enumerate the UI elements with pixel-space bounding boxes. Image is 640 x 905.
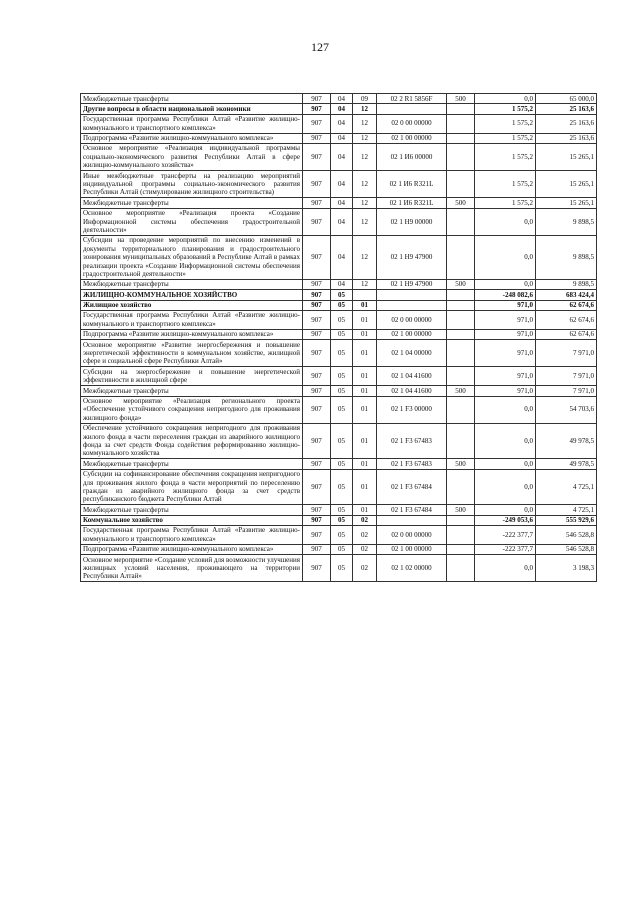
row-subsection-code: 12 — [353, 198, 377, 208]
row-target-code — [377, 290, 447, 300]
row-expense-type-code — [447, 525, 475, 544]
row-target-code: 02 1 Н9 00000 — [377, 208, 447, 235]
row-change-amount: 0,0 — [475, 396, 536, 423]
row-total-amount: 62 674,6 — [536, 329, 597, 339]
row-name: Межбюджетные трансферты — [81, 279, 303, 289]
table-row — [81, 143, 597, 170]
row-section-code: 05 — [331, 469, 353, 505]
row-change-amount: 0,0 — [475, 423, 536, 459]
row-change-amount: 0,0 — [475, 505, 536, 515]
row-expense-type-code — [447, 300, 475, 310]
row-subsection-code: 01 — [353, 459, 377, 469]
row-total-amount: 4 725,1 — [536, 469, 597, 505]
row-ministry-code: 907 — [303, 114, 331, 133]
row-target-code: 02 2 R1 5856F — [377, 94, 447, 104]
row-change-amount: -222 377,7 — [475, 525, 536, 544]
row-expense-type-code — [447, 469, 475, 505]
row-subsection-code: 01 — [353, 423, 377, 459]
row-expense-type-code — [447, 171, 475, 198]
row-total-amount: 9 898,5 — [536, 279, 597, 289]
row-target-code: 02 1 F3 67483 — [377, 423, 447, 459]
row-subsection-code — [353, 290, 377, 300]
table-row — [81, 367, 597, 386]
row-name: Жилищное хозяйство — [81, 300, 303, 310]
row-section-code: 05 — [331, 459, 353, 469]
row-ministry-code: 907 — [303, 396, 331, 423]
row-name: Основное мероприятие «Создание условий для возможности улучшения жилищных условий населения, проживающего на территории Республики Алтай» — [81, 555, 303, 582]
row-ministry-code: 907 — [303, 515, 331, 525]
row-total-amount: 65 000,0 — [536, 94, 597, 104]
row-change-amount: -248 082,6 — [475, 290, 536, 300]
row-ministry-code: 907 — [303, 279, 331, 289]
table-row — [81, 525, 597, 544]
row-section-code: 05 — [331, 367, 353, 386]
row-change-amount: 0,0 — [475, 555, 536, 582]
row-change-amount: 0,0 — [475, 279, 536, 289]
row-name: Подпрограмма «Развитие жилищно-коммунального комплекса» — [81, 329, 303, 339]
row-change-amount: 1 575,2 — [475, 171, 536, 198]
row-subsection-code: 01 — [353, 396, 377, 423]
row-total-amount: 15 265,1 — [536, 198, 597, 208]
row-name: Коммунальное хозяйство — [81, 515, 303, 525]
row-expense-type-code: 500 — [447, 505, 475, 515]
row-name: Государственная программа Республики Алтай «Развитие жилищно-коммунального и транспортного комплекса» — [81, 310, 303, 329]
row-ministry-code: 907 — [303, 133, 331, 143]
row-change-amount: 1 575,2 — [475, 198, 536, 208]
row-expense-type-code — [447, 104, 475, 114]
row-section-code: 04 — [331, 208, 353, 235]
row-section-code: 04 — [331, 114, 353, 133]
row-change-amount: 1 575,2 — [475, 114, 536, 133]
row-change-amount: 0,0 — [475, 235, 536, 279]
table-row — [81, 555, 597, 582]
row-target-code: 02 1 02 00000 — [377, 555, 447, 582]
row-expense-type-code: 500 — [447, 386, 475, 396]
row-ministry-code: 907 — [303, 208, 331, 235]
row-name: Основное мероприятие «Реализация регионального проекта «Обеспечение устойчивого сокращения непригодного для проживания жилищного фонда» — [81, 396, 303, 423]
row-expense-type-code — [447, 208, 475, 235]
row-target-code: 02 1 00 00000 — [377, 133, 447, 143]
table-row — [81, 459, 597, 469]
row-target-code: 02 1 F3 67484 — [377, 505, 447, 515]
row-name: Межбюджетные трансферты — [81, 386, 303, 396]
row-expense-type-code — [447, 235, 475, 279]
row-name: Государственная программа Республики Алтай «Развитие жилищно-коммунального и транспортного комплекса» — [81, 114, 303, 133]
table-row — [81, 198, 597, 208]
row-name: Субсидии на проведение мероприятий по внесению изменений в документы территориального планирования и градостроительного зонирования муниципальных образований в Республике Алтай в рамках реализации проекта «Создание Информационной системы обеспечения градостроительной деятельности» — [81, 235, 303, 279]
row-section-code: 04 — [331, 94, 353, 104]
row-total-amount: 9 898,5 — [536, 208, 597, 235]
row-expense-type-code — [447, 340, 475, 367]
row-expense-type-code — [447, 515, 475, 525]
row-total-amount: 683 424,4 — [536, 290, 597, 300]
row-total-amount: 49 978,5 — [536, 423, 597, 459]
row-ministry-code: 907 — [303, 544, 331, 554]
table-row — [81, 469, 597, 505]
row-expense-type-code — [447, 290, 475, 300]
row-ministry-code: 907 — [303, 525, 331, 544]
table-row — [81, 133, 597, 143]
row-section-code: 04 — [331, 133, 353, 143]
row-ministry-code: 907 — [303, 386, 331, 396]
row-target-code: 02 1 00 00000 — [377, 544, 447, 554]
row-ministry-code: 907 — [303, 555, 331, 582]
row-expense-type-code: 500 — [447, 198, 475, 208]
row-section-code: 05 — [331, 329, 353, 339]
row-ministry-code: 907 — [303, 94, 331, 104]
table-row — [81, 310, 597, 329]
row-name: Субсидии на энергосбережение и повышение энергетической эффективности в жилищной сфере — [81, 367, 303, 386]
row-total-amount: 62 674,6 — [536, 310, 597, 329]
row-name: Основное мероприятие «Развитие энергосбережения и повышение энергетической эффективности в коммунальном хозяйстве, жилищной сфере и социальной сфере Республики Алтай» — [81, 340, 303, 367]
row-ministry-code: 907 — [303, 310, 331, 329]
row-total-amount: 15 265,1 — [536, 143, 597, 170]
row-section-code: 05 — [331, 300, 353, 310]
row-expense-type-code — [447, 396, 475, 423]
row-name: Субсидии на софинансирование обеспечения сокращения непригодного для проживания жилого фонда в части мероприятий по переселению граждан из аварийного жилищного фонда за счет средств республиканского бюджета Республики Алтай — [81, 469, 303, 505]
row-section-code: 04 — [331, 104, 353, 114]
table-row — [81, 329, 597, 339]
row-section-code: 05 — [331, 423, 353, 459]
page-number: 127 — [311, 40, 329, 54]
row-section-code: 04 — [331, 279, 353, 289]
row-target-code: 02 1 04 00000 — [377, 340, 447, 367]
row-change-amount: 0,0 — [475, 469, 536, 505]
row-subsection-code: 12 — [353, 279, 377, 289]
row-change-amount: 1 575,2 — [475, 133, 536, 143]
row-total-amount: 7 971,0 — [536, 367, 597, 386]
row-target-code — [377, 300, 447, 310]
row-change-amount: 0,0 — [475, 208, 536, 235]
row-ministry-code: 907 — [303, 459, 331, 469]
row-total-amount: 54 703,6 — [536, 396, 597, 423]
row-subsection-code: 01 — [353, 505, 377, 515]
row-name: Подпрограмма «Развитие жилищно-коммунального комплекса» — [81, 133, 303, 143]
row-section-code: 04 — [331, 171, 353, 198]
table-row — [81, 104, 597, 114]
row-name: Межбюджетные трансферты — [81, 94, 303, 104]
row-change-amount: 971,0 — [475, 386, 536, 396]
row-target-code: 02 1 04 41600 — [377, 367, 447, 386]
row-expense-type-code — [447, 423, 475, 459]
row-subsection-code: 02 — [353, 525, 377, 544]
row-section-code: 05 — [331, 515, 353, 525]
row-name: Межбюджетные трансферты — [81, 459, 303, 469]
row-subsection-code: 01 — [353, 310, 377, 329]
row-ministry-code: 907 — [303, 469, 331, 505]
row-change-amount: 971,0 — [475, 310, 536, 329]
row-subsection-code: 12 — [353, 104, 377, 114]
row-target-code: 02 1 04 41600 — [377, 386, 447, 396]
row-name: Обеспечение устойчивого сокращения непригодного для проживания жилого фонда в части переселения граждан из аварийного жилищного фонда за счет средств Фонда содействия реформированию жилищно-коммунального хозяйства — [81, 423, 303, 459]
row-total-amount: 62 674,6 — [536, 300, 597, 310]
row-subsection-code: 01 — [353, 386, 377, 396]
row-target-code — [377, 104, 447, 114]
row-expense-type-code — [447, 310, 475, 329]
row-change-amount: -222 377,7 — [475, 544, 536, 554]
row-target-code: 02 1 И6 00000 — [377, 143, 447, 170]
row-target-code: 02 1 F3 00000 — [377, 396, 447, 423]
row-target-code: 02 1 И6 R321L — [377, 198, 447, 208]
row-total-amount: 9 898,5 — [536, 235, 597, 279]
row-name: Основное мероприятие «Реализация проекта «Создание Информационной системы обеспечения градостроительной деятельности» — [81, 208, 303, 235]
row-subsection-code: 01 — [353, 367, 377, 386]
row-section-code: 05 — [331, 544, 353, 554]
row-total-amount: 546 528,8 — [536, 525, 597, 544]
row-subsection-code: 12 — [353, 114, 377, 133]
row-expense-type-code: 500 — [447, 459, 475, 469]
row-section-code: 05 — [331, 310, 353, 329]
row-target-code: 02 1 Н9 47900 — [377, 279, 447, 289]
row-change-amount: 1 575,2 — [475, 104, 536, 114]
table-row — [81, 340, 597, 367]
row-target-code: 02 1 F3 67484 — [377, 469, 447, 505]
row-change-amount: 971,0 — [475, 300, 536, 310]
row-target-code: 02 1 Н9 47900 — [377, 235, 447, 279]
row-target-code: 02 1 00 00000 — [377, 329, 447, 339]
row-ministry-code: 907 — [303, 198, 331, 208]
row-subsection-code: 12 — [353, 235, 377, 279]
row-name: Другие вопросы в области национальной экономики — [81, 104, 303, 114]
row-expense-type-code: 500 — [447, 279, 475, 289]
row-name: Основное мероприятие «Реализация индивидуальной программы социально-экономического развития Республики Алтай в сфере жилищно-коммунального хозяйства» — [81, 143, 303, 170]
row-section-code: 05 — [331, 525, 353, 544]
row-section-code: 04 — [331, 143, 353, 170]
row-ministry-code: 907 — [303, 423, 331, 459]
row-section-code: 05 — [331, 290, 353, 300]
row-ministry-code: 907 — [303, 340, 331, 367]
row-subsection-code: 12 — [353, 208, 377, 235]
table-row — [81, 544, 597, 554]
row-subsection-code: 02 — [353, 515, 377, 525]
row-subsection-code: 12 — [353, 143, 377, 170]
table-row — [81, 171, 597, 198]
table-row — [81, 300, 597, 310]
table-row — [81, 235, 597, 279]
table-row — [81, 423, 597, 459]
row-target-code — [377, 515, 447, 525]
table-row — [81, 505, 597, 515]
table-row — [81, 515, 597, 525]
row-change-amount: 0,0 — [475, 94, 536, 104]
row-expense-type-code — [447, 555, 475, 582]
row-subsection-code: 09 — [353, 94, 377, 104]
row-total-amount: 25 163,6 — [536, 104, 597, 114]
table-row — [81, 114, 597, 133]
row-change-amount: 971,0 — [475, 329, 536, 339]
row-subsection-code: 01 — [353, 469, 377, 505]
budget-table — [80, 93, 597, 582]
row-expense-type-code — [447, 114, 475, 133]
row-ministry-code: 907 — [303, 505, 331, 515]
row-total-amount: 555 929,6 — [536, 515, 597, 525]
row-total-amount: 25 163,6 — [536, 133, 597, 143]
row-total-amount: 49 978,5 — [536, 459, 597, 469]
row-target-code: 02 0 00 00000 — [377, 114, 447, 133]
table-row — [81, 279, 597, 289]
row-change-amount: 1 575,2 — [475, 143, 536, 170]
row-expense-type-code — [447, 143, 475, 170]
row-name: Подпрограмма «Развитие жилищно-коммунального комплекса» — [81, 544, 303, 554]
row-ministry-code: 907 — [303, 104, 331, 114]
row-ministry-code: 907 — [303, 143, 331, 170]
row-total-amount: 7 971,0 — [536, 340, 597, 367]
table-row — [81, 396, 597, 423]
row-name: ЖИЛИЩНО-КОММУНАЛЬНОЕ ХОЗЯЙСТВО — [81, 290, 303, 300]
row-ministry-code: 907 — [303, 329, 331, 339]
row-section-code: 05 — [331, 386, 353, 396]
row-section-code: 05 — [331, 340, 353, 367]
row-ministry-code: 907 — [303, 290, 331, 300]
row-section-code: 04 — [331, 198, 353, 208]
row-expense-type-code — [447, 133, 475, 143]
row-name: Иные межбюджетные трансферты на реализацию мероприятий индивидуальной программы социально-экономического развития Республики Алтай (стимулирование жилищного строительства) — [81, 171, 303, 198]
row-total-amount: 4 725,1 — [536, 505, 597, 515]
row-ministry-code: 907 — [303, 367, 331, 386]
row-subsection-code: 01 — [353, 300, 377, 310]
table-row — [81, 290, 597, 300]
table-row — [81, 94, 597, 104]
row-total-amount: 25 163,6 — [536, 114, 597, 133]
row-expense-type-code — [447, 329, 475, 339]
row-ministry-code: 907 — [303, 171, 331, 198]
row-subsection-code: 02 — [353, 544, 377, 554]
row-subsection-code: 12 — [353, 171, 377, 198]
table-row — [81, 208, 597, 235]
row-subsection-code: 01 — [353, 329, 377, 339]
row-target-code: 02 1 F3 67483 — [377, 459, 447, 469]
row-section-code: 05 — [331, 555, 353, 582]
row-subsection-code: 12 — [353, 133, 377, 143]
row-target-code: 02 0 00 00000 — [377, 310, 447, 329]
row-change-amount: 971,0 — [475, 367, 536, 386]
row-section-code: 05 — [331, 505, 353, 515]
row-subsection-code: 01 — [353, 340, 377, 367]
row-target-code: 02 0 00 00000 — [377, 525, 447, 544]
row-expense-type-code — [447, 544, 475, 554]
row-name: Государственная программа Республики Алтай «Развитие жилищно-коммунального и транспортного комплекса» — [81, 525, 303, 544]
row-change-amount: -249 053,6 — [475, 515, 536, 525]
row-ministry-code: 907 — [303, 300, 331, 310]
row-section-code: 04 — [331, 235, 353, 279]
budget-table-body — [81, 94, 597, 582]
row-change-amount: 971,0 — [475, 340, 536, 367]
row-total-amount: 15 265,1 — [536, 171, 597, 198]
row-name: Межбюджетные трансферты — [81, 505, 303, 515]
row-expense-type-code — [447, 367, 475, 386]
row-change-amount: 0,0 — [475, 459, 536, 469]
row-subsection-code: 02 — [353, 555, 377, 582]
table-row — [81, 386, 597, 396]
row-name: Межбюджетные трансферты — [81, 198, 303, 208]
row-total-amount: 3 198,3 — [536, 555, 597, 582]
row-total-amount: 546 528,8 — [536, 544, 597, 554]
row-expense-type-code: 500 — [447, 94, 475, 104]
row-target-code: 02 1 И6 R321L — [377, 171, 447, 198]
row-total-amount: 7 971,0 — [536, 386, 597, 396]
row-section-code: 05 — [331, 396, 353, 423]
row-ministry-code: 907 — [303, 235, 331, 279]
